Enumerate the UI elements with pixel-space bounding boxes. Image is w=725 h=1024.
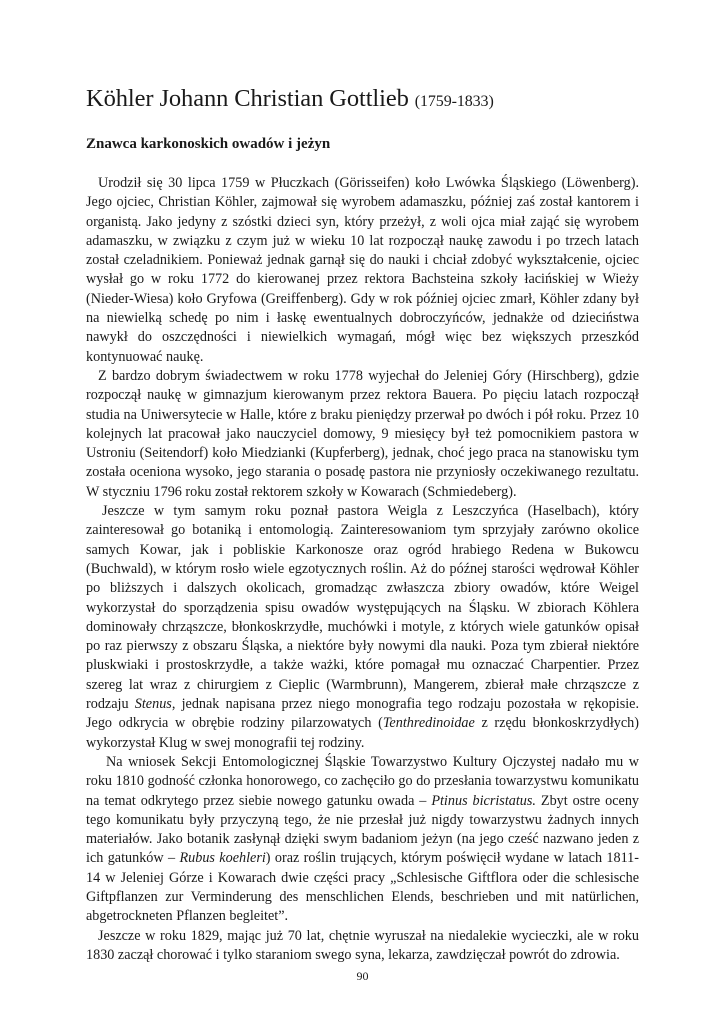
paragraph-text: Zbyt ostre oceny tego komunikatu były przyczyną tego, że nie przesłał już nigdy towarzystwu żadnych innych materiałów. Jako botanik zasłynął dzięki swym badaniom jeżyn (na jego cześć nazwano jeden z ich gatunków – xyxy=(86,792,640,867)
taxon-name: Ptinus bicristatus. xyxy=(431,792,536,809)
paragraph: Z bardzo dobrym świadectwem w roku 1778 wyjechał do Jeleniej Góry (Hirschberg), gdzie rozpoczął naukę w gimnazjum kierowanym przez rektora Bauera. Po pięciu latach rozpoczął studia na Uniwersytecie w Halle, które z braku pieniędzy przerwał po dwóch i pół roku. Przez 10 kolejnych lat pracował jako nauczyciel domowy, 9 miesięcy był też pomocnikiem pastora w Ustroniu (Seitendorf) koło Miedzianki (Kupferberg), jednak, choć jego praca na stanowisku tym została oceniona wysoko, jego starania o posadę pastora nie przyniosły oczekiwanego rezultatu. W styczniu 1796 roku został rektorem szkoły w Kowarach (Schmiedeberg). xyxy=(86,367,639,500)
paragraph xyxy=(86,753,639,927)
taxon-name: Stenus xyxy=(134,696,172,713)
page-number: 90 xyxy=(356,969,369,983)
paragraph: Jeszcze w roku 1829, mając już 70 lat, chętnie wyruszał na niedalekie wycieczki, ale w roku 1830 zaczął chorować i tylko staraniom swego syna, lekarza, zawdzięczał powrót do zdrowia. xyxy=(86,927,639,963)
paragraph-text: , jednak napisana przez niego monografia tego rodzaju pozostała w rękopisie. Jego odkrycia w obrębie rodziny pilarzowatych ( xyxy=(86,696,639,732)
subtitle: Znawca karkonoskich owadów i jeżyn xyxy=(86,136,331,152)
paragraph: Urodził się 30 lipca 1759 w Płuczkach (Görisseifen) koło Lwówka Śląskiego (Löwenberg). Jego ojciec, Christian Köhler, zajmował się wyrobem adamaszku, później zaś został kantorem i organistą. Jako jedyny z szóstki dzieci syn, który przeżył, z woli ojca miał zająć się wyrobem adamaszku, w związku z czym już w wieku 10 lat rozpoczął naukę zawodu i po trzech latach został czeladnikiem. Ponieważ jednak garnął się do nauki i chciał zdobyć wykształcenie, ojciec wysłał go w roku 1772 do kierowanej przez rektora Bachsteina szkoły łacińskiej w Wieży (Nieder-Wiesa) koło Gryfowa (Greiffenberg). Gdy w rok później ojciec zmarł, Köhler zdany był na niewielką schedę po nim i łaskę ewentualnych dobroczyńców, jednakże od dzieciństwa nawykł do oszczędności i niewielkich wymagań, mógł więc bez większych przeszkód kontynuować naukę. xyxy=(86,175,639,365)
page-content xyxy=(86,84,639,965)
paragraph-text: Jeszcze w tym samym roku poznał pastora Weigla z Leszczyńca (Haselbach), który zainteresował go botaniką i entomologią. Zainteresowaniom tym sprzyjały zarówno okolice samych Kowar, jak i pobliskie Karkonosze oraz ogród hrabiego Redena w Bukowcu (Buchwald), w którym rosło wiele egzotycznych roślin. Aż do późnej starości wędrował Köhler po bliższych i dalszych okolicach, gromadząc zwłaszcza zbiory owadów, które Weigel wykorzystał do sporządzenia spisu owadów występujących na Śląsku. W zbiorach Köhlera dominowały chrząszcze, błonkoskrzydłe, muchówki i motyle, z których wiele gatunków opisał po raz pierwszy z obszaru Śląska, a niektóre były nowymi dla nauki. Poza tym zbierał niektóre pluskwiaki i prostoskrzydłe, a także ważki, które pomagał mu oznaczać Charpentier. Przez szereg lat wraz z chirurgiem z Cieplic (Warmbrunn), Mangerem, zbierał małe chrząszcze z rodzaju xyxy=(86,503,639,713)
article-body xyxy=(86,174,639,965)
title-name: Köhler Johann Christian Gottlieb xyxy=(86,85,409,112)
paragraph-text: z rzędu błonkoskrzydłych) wykorzystał Klug w swej monografii tej rodziny. xyxy=(86,715,639,751)
paragraph xyxy=(86,502,639,753)
paragraph-text: Na wniosek Sekcji Entomologicznej Śląskie Towarzystwo Kultury Ojczystej nadało mu w roku 1810 godność członka honorowego, co zachęciło go do przesłania towarzystwu komunikatu na temat odkrytego przez siebie nowego gatunku owada – xyxy=(86,753,639,809)
paragraph-text: ) oraz roślin trujących, którym poświęcił wydane w latach 1811-14 w Jeleniej Górze i Kowarach dwie części pracy „Schlesische Giftflora oder die schlesische Giftpflanzen zur Verminderung des menschlichen Elends, beschrieben und mit natürlichen, abgetrockneten Pflanzen begleitet”. xyxy=(86,850,639,925)
title-years: (1759-1833) xyxy=(414,93,494,110)
taxon-name: Rubus koehleri xyxy=(179,850,266,867)
page-title xyxy=(86,84,639,117)
taxon-name: Tenthredinoidae xyxy=(382,715,475,732)
